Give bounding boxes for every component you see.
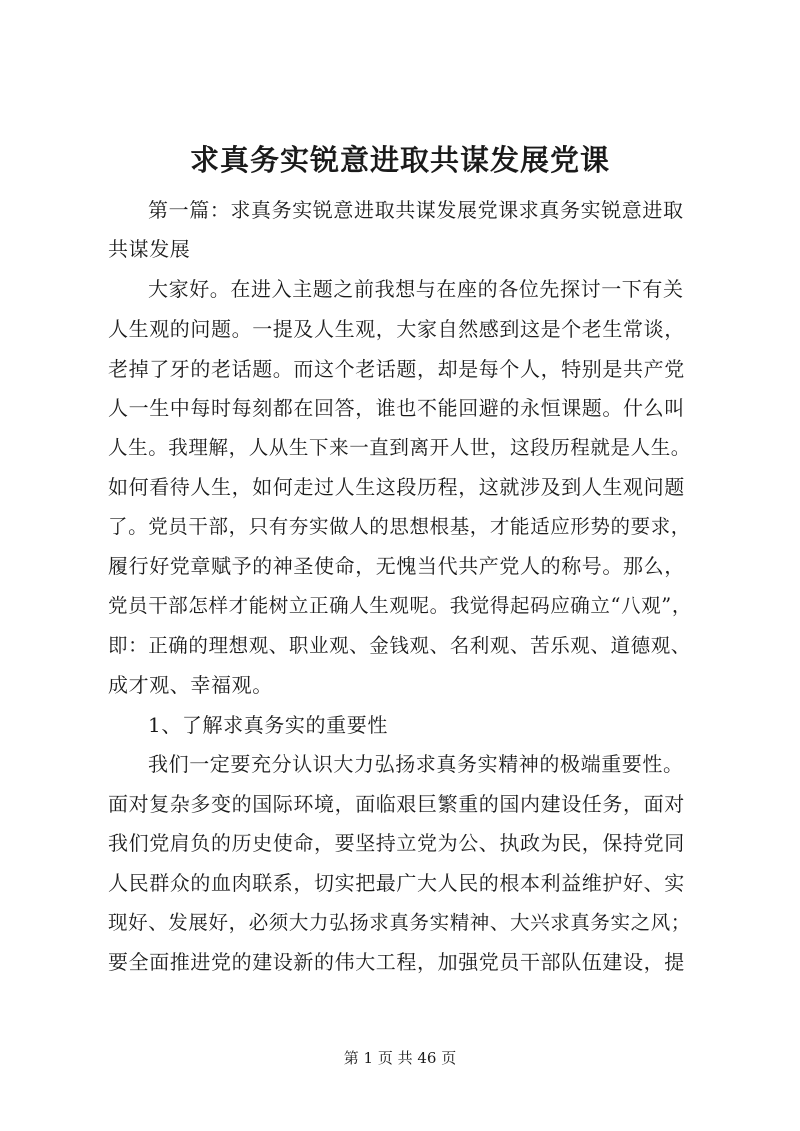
paragraph-line: 履行好党章赋予的神圣使命，无愧当代共产党人的称号。那么， [108, 554, 685, 578]
document-title: 求真务实锐意进取共谋发展党课 [189, 143, 610, 177]
paragraph-line: 如何看待人生，如何走过人生这段历程，这就涉及到人生观问题 [108, 475, 685, 499]
paragraph-line: 大家好。在进入主题之前我想与在座的各位先探讨一下有关 [148, 277, 684, 301]
paragraph-line: 老掉了牙的老话题。而这个老话题，却是每个人，特别是共产党 [108, 357, 685, 381]
section-heading: 1、了解求真务实的重要性 [148, 713, 388, 737]
paragraph-line: 成才观、幸福观。 [108, 673, 273, 697]
paragraph-line: 党员干部怎样才能树立正确人生观呢。我觉得起码应确立“八观”， [108, 594, 692, 617]
paragraph-line: 人生。我理解，人从生下来一直到离开人世，这段历程就是人生。 [108, 436, 691, 459]
paragraph-line: 即：正确的理想观、职业观、金钱观、名利观、苦乐观、道德观、 [108, 634, 691, 657]
paragraph-line: 我们党肩负的历史使命，要坚持立党为公、执政为民，保持党同 [108, 831, 685, 855]
paragraph-line: 要全面推进党的建设新的伟大工程，加强党员干部队伍建设，提 [108, 950, 685, 974]
paragraph-line: 人一生中每时每刻都在回答，谁也不能回避的永恒课题。什么叫 [108, 396, 685, 420]
paragraph-line: 第一篇：求真务实锐意进取共谋发展党课求真务实锐意进取 [148, 198, 684, 222]
page-number-footer: 第 1 页 共 46 页 [343, 1049, 457, 1067]
paragraph-line: 人生观的问题。一提及人生观，大家自然感到这是个老生常谈， [108, 317, 685, 341]
paragraph-line: 面对复杂多变的国际环境，面临艰巨繁重的国内建设任务，面对 [108, 792, 685, 816]
paragraph-line: 我们一定要充分认识大力弘扬求真务实精神的极端重要性。 [148, 752, 684, 776]
paragraph-line: 人民群众的血肉联系，切实把最广大人民的根本利益维护好、实 [108, 871, 685, 895]
paragraph-line: 现好、发展好，必须大力弘扬求真务实精神、大兴求真务实之风； [108, 911, 691, 934]
paragraph-line: 了。党员干部，只有夯实做人的思想根基，才能适应形势的要求， [108, 515, 691, 538]
paragraph-line: 共谋发展 [108, 237, 191, 261]
